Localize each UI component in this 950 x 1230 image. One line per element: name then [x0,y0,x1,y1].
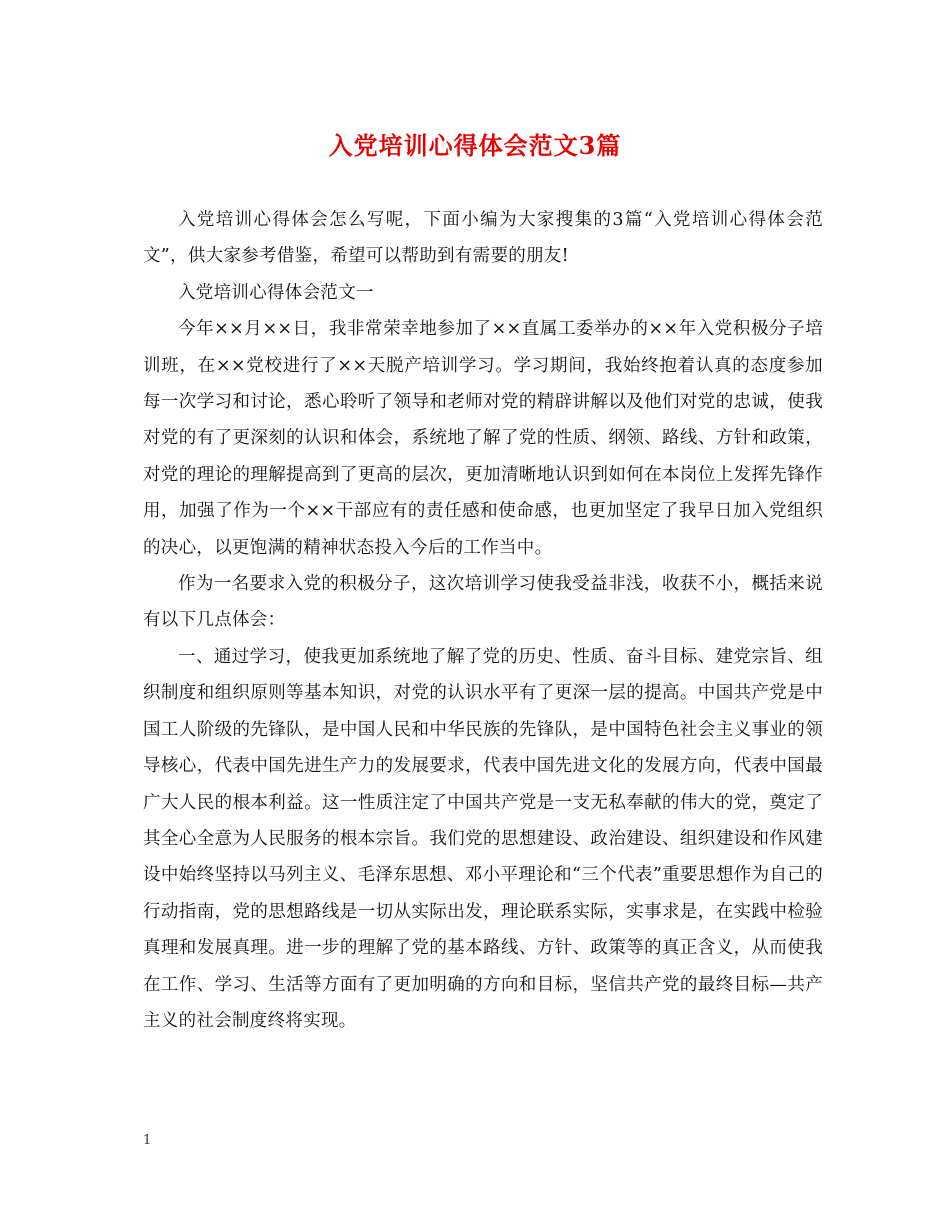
body-paragraph: 一、通过学习，使我更加系统地了解了党的历史、性质、奋斗目标、建党宗旨、组织制度和组织原则等基本知识，对党的认识水平有了更深一层的提高。中国共产党是中国工人阶级的先锋队，是中国人民和中华民族的先锋队，是中国特色社会主义事业的领导核心，代表中国先进生产力的发展要求，代表中国先进文化的发展方向，代表中国最广大人民的根本利益。这一性质注定了中国共产党是一支无私奉献的伟大的党，奠定了其全心全意为人民服务的根本宗旨。我们党的思想建设、政治建设、组织建设和作风建设中始终坚持以马列主义、毛泽东思想、邓小平理论和“三个代表”重要思想作为自己的行动指南，党的思想路线是一切从实际出发，理论联系实际，实事求是，在实践中检验真理和发展真理。进一步的理解了党的基本路线、方针、政策等的真正含义，从而使我在工作、学习、生活等方面有了更加明确的方向和目标，坚信共产党的最终目标—共产主义的社会制度终将实现。 [143,646,823,1031]
document-body [143,202,823,1039]
intro-paragraph: 入党培训心得体会怎么写呢，下面小编为大家搜集的3篇“入党培训心得体会范文”，供大家参考借鉴，希望可以帮助到有需要的朋友! [143,210,823,267]
page-number: 1 [143,1133,152,1148]
section-heading: 入党培训心得体会范文一 [178,282,374,303]
body-paragraph: 作为一名要求入党的积极分子，这次培训学习使我受益非浅，收获不小，概括来说有以下几点体会： [143,574,823,631]
body-paragraph: 今年××月××日，我非常荣幸地参加了××直属工委举办的××年入党积极分子培训班，在××党校进行了××天脱产培训学习。学习期间，我始终抱着认真的态度参加每一次学习和讨论，悉心聆听了领导和老师对党的精辟讲解以及他们对党的忠诚，使我对党的有了更深刻的认识和体会，系统地了解了党的性质、纲领、路线、方针和政策，对党的理论的理解提高到了更高的层次，更加清晰地认识到如何在本岗位上发挥先锋作用，加强了作为一个××干部应有的责任感和使命感，也更加坚定了我早日加入党组织的决心，以更饱满的精神状态投入今后的工作当中。 [143,319,823,558]
document-title: 入党培训心得体会范文3篇 [328,131,622,160]
